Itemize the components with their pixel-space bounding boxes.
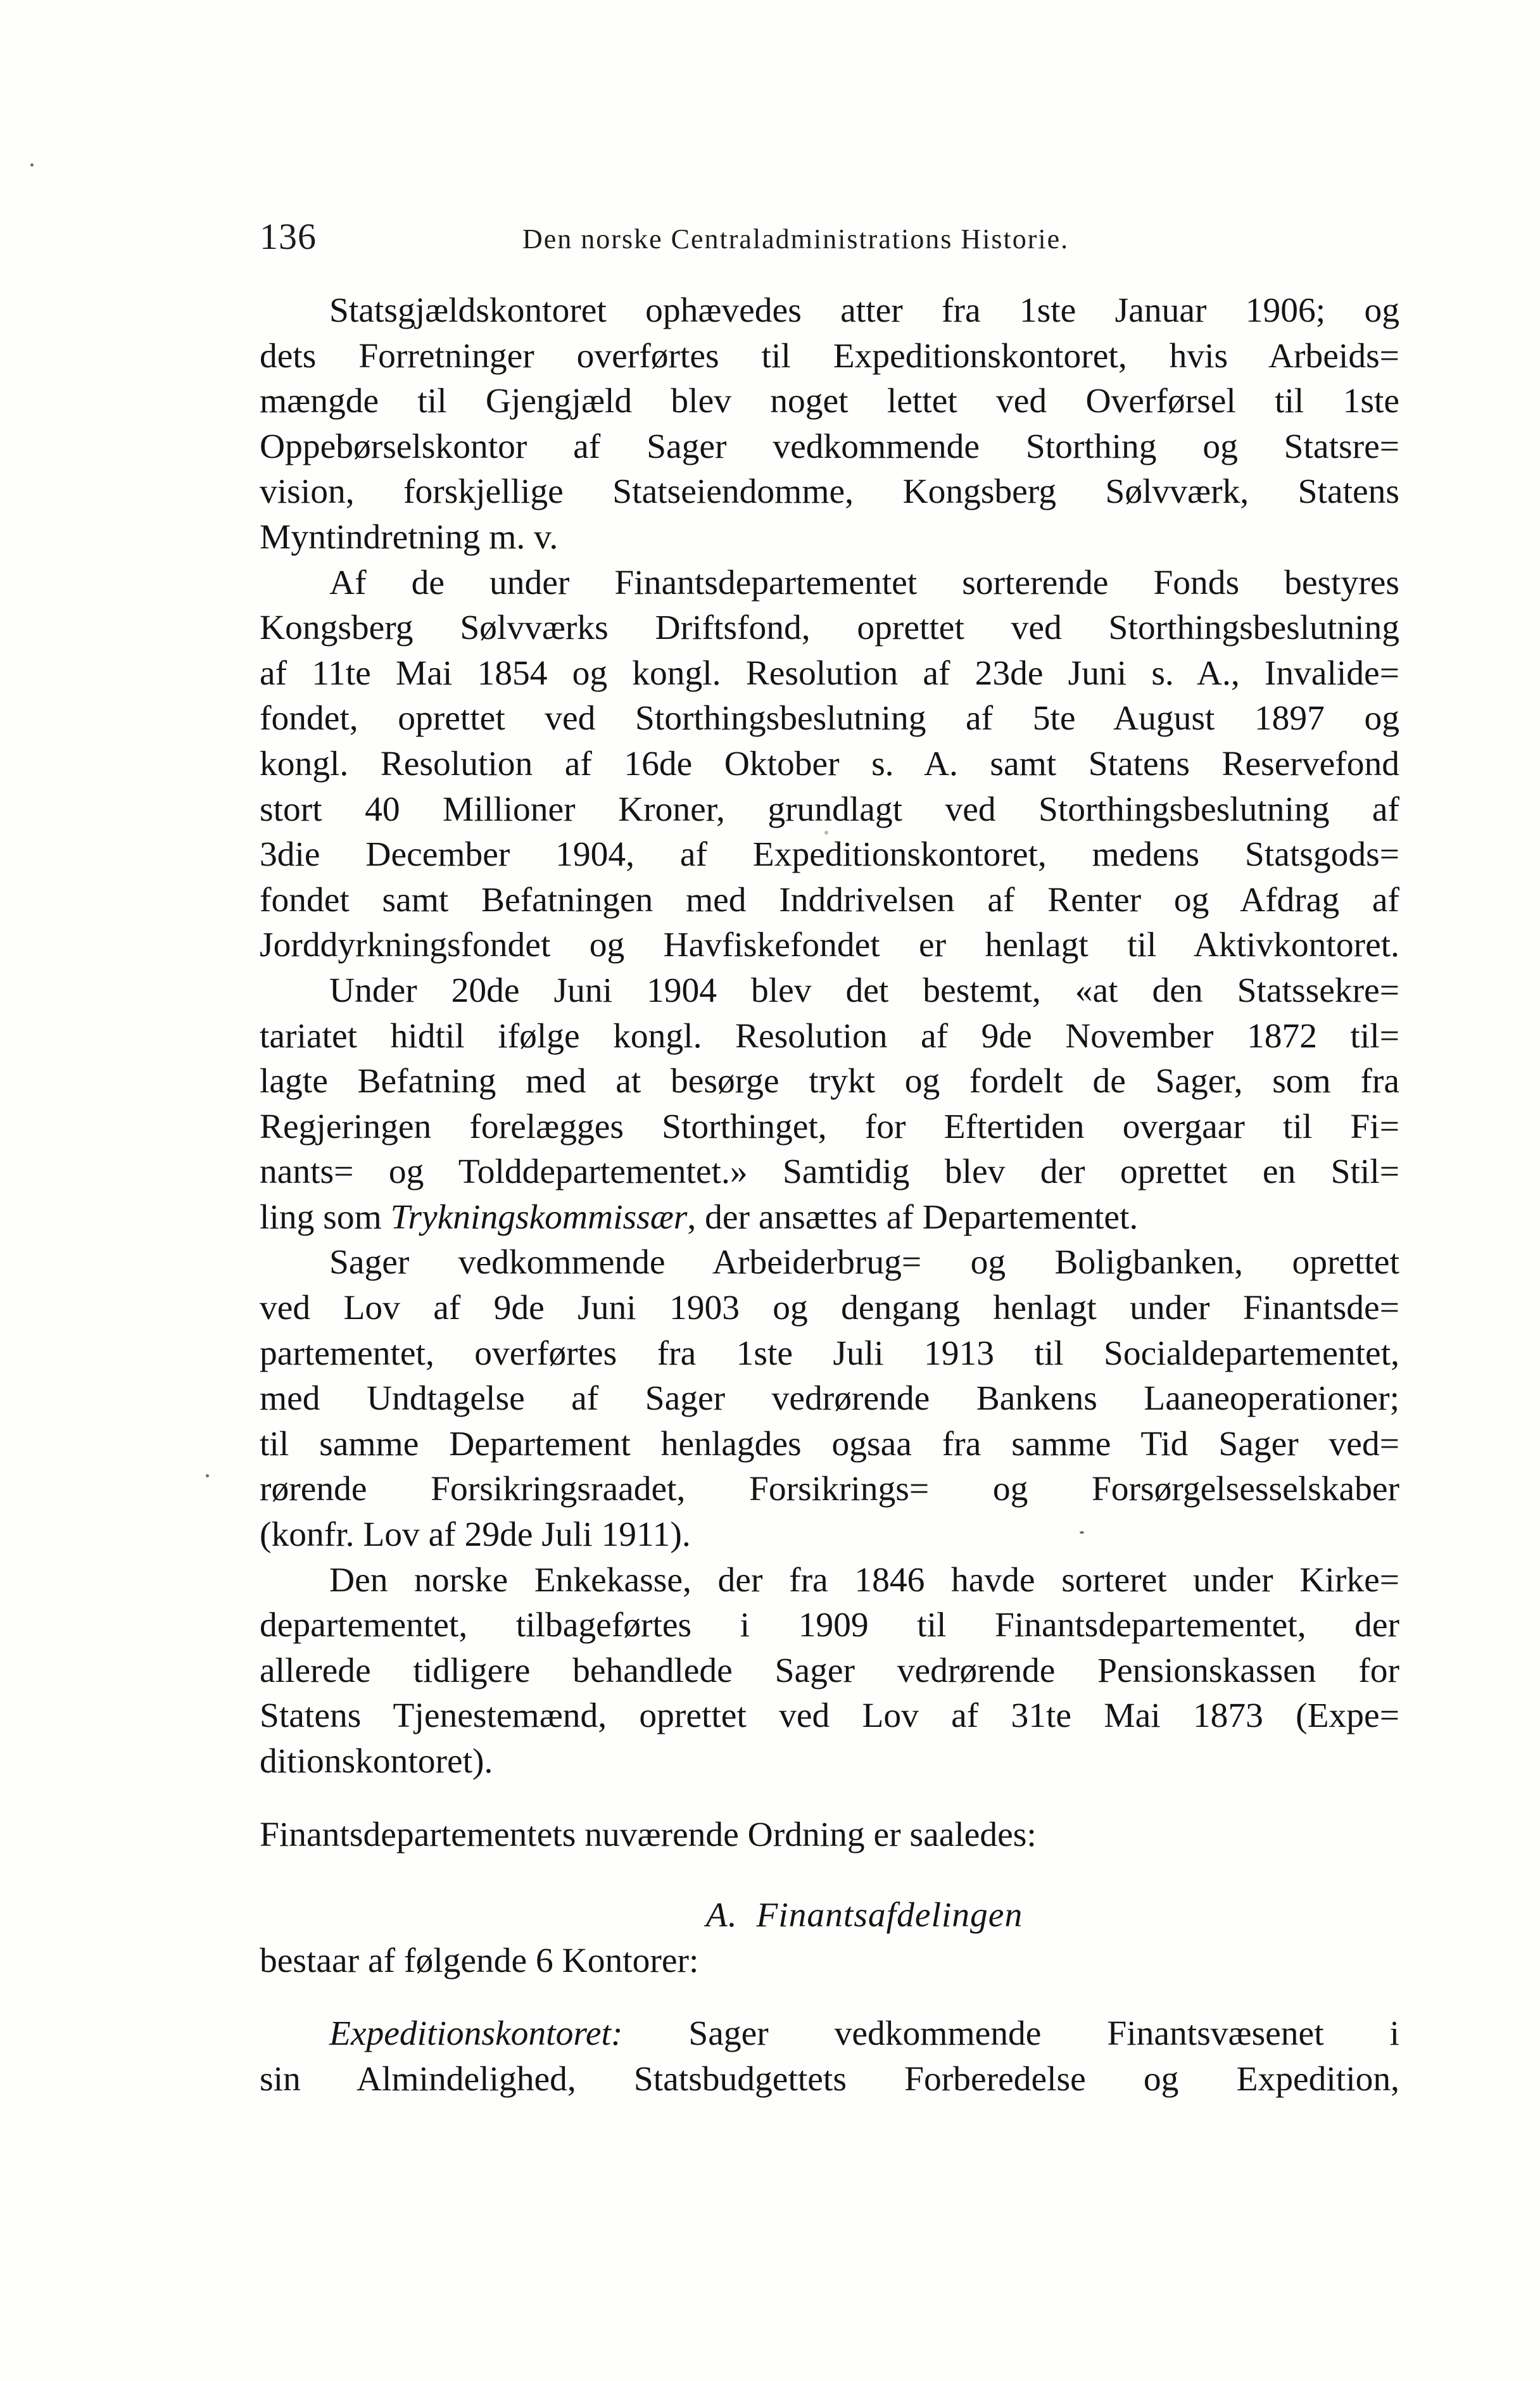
spacer (260, 1983, 1399, 2011)
scan-speck (206, 1474, 209, 1477)
text-segment: Sager vedkommende Finantsvæsenet i (622, 2014, 1399, 2054)
intro-line: Finantsdepartementets nuværende Ordning er saaledes: (260, 1815, 1037, 1854)
text-line: (konfr. Lov af 29de Juli 1911). (260, 1515, 691, 1555)
italic-term: Trykningskommissær (390, 1197, 688, 1237)
text-line: til samme Departement henlagdes ogsaa fra samme Tid Sager ved= (260, 1424, 1399, 1463)
paragraph-4 (260, 1240, 1399, 1557)
body-text (260, 288, 1399, 2102)
text-line: tariatet hidtil ifølge kongl. Resolution af 9de November 1872 til= (260, 1016, 1399, 1056)
scan-speck (1080, 1531, 1084, 1534)
text-line: 3die December 1904, af Expeditionskontoret, medens Statsgods= (260, 835, 1399, 875)
text-line (260, 1195, 1399, 1241)
text-line: departementet, tilbageførtes i 1909 til Finantsdepartementet, der (260, 1606, 1399, 1645)
text-line: fondet samt Befatningen med Inddrivelsen af Renter og Afdrag af (260, 880, 1399, 919)
text-line: med Undtagelse af Sager vedrørende Bankens Laaneoperationer; (260, 1379, 1399, 1418)
paragraph-expeditionskontoret (260, 2011, 1399, 2102)
section-lead: bestaar af følgende 6 Kontorer: (260, 1941, 699, 1980)
section-title: Finantsafdelingen (756, 1896, 1023, 1935)
spacer (260, 1857, 1399, 1893)
text-line: Jorddyrkningsfondet og Havfiskefondet er henlagt til Aktivkontoret. (260, 926, 1399, 965)
text-line: vision, forskjellige Statseiendomme, Kongsberg Sølvværk, Statens (260, 472, 1399, 512)
text-segment: , der ansættes af Departementet. (687, 1197, 1139, 1237)
text-line: nants= og Tolddepartementet.» Samtidig blev der oprettet en Stil= (260, 1153, 1399, 1192)
text-line: ditionskontoret). (260, 1742, 493, 1781)
paragraph-2 (260, 560, 1399, 968)
text-line: Under 20de Juni 1904 blev det bestemt, «at den Statssekre= (329, 971, 1399, 1010)
paragraph-5 (260, 1558, 1399, 1784)
text-line: af 11te Mai 1854 og kongl. Resolution af 23de Juni s. A., Invalide= (260, 654, 1399, 693)
text-line: lagte Befatning med at besørge trykt og fordelt de Sager, som fra (260, 1062, 1399, 1101)
text-segment: ling som (260, 1197, 391, 1237)
text-line: stort 40 Millioner Kroner, grundlagt ved Storthingsbeslutning af (260, 790, 1399, 829)
text-line: kongl. Resolution af 16de Oktober s. A. samt Statens Reservefond (260, 744, 1399, 783)
scan-speck (824, 831, 828, 835)
text-line: sin Almindelighed, Statsbudgettets Forberedelse og Expedition, (260, 2059, 1399, 2099)
text-line: Den norske Enkekasse, der fra 1846 havde sorteret under Kirke= (329, 1560, 1399, 1600)
text-line: rørende Forsikringsraadet, Forsikrings= og Forsørgelsesselskaber (260, 1470, 1399, 1509)
text-line: partementet, overførtes fra 1ste Juli 1913 til Socialdepartementet, (260, 1334, 1399, 1373)
running-title: Den norske Centraladministrations Historie. (522, 224, 1070, 255)
page-header (260, 215, 1399, 266)
text-line: ved Lov af 9de Juni 1903 og dengang henlagt under Finantsde= (260, 1289, 1399, 1328)
page-number: 136 (260, 216, 317, 257)
text-line: dets Forretninger overførtes til Expeditionskontoret, hvis Arbeids= (260, 336, 1399, 376)
text-line (260, 2011, 1399, 2057)
text-line: Kongsberg Sølvværks Driftsfond, oprettet ved Storthingsbeslutning (260, 609, 1399, 648)
text-line: Myntindretning m. v. (260, 517, 559, 557)
text-line: Oppebørselskontor af Sager vedkommende Storthing og Statsre= (260, 427, 1399, 466)
office-name: Expeditionskontoret: (329, 2014, 623, 2054)
text-line: fondet, oprettet ved Storthingsbeslutning af 5te August 1897 og (260, 699, 1399, 738)
spacer (260, 1784, 1399, 1812)
scan-speck (30, 163, 34, 167)
paragraph-1 (260, 288, 1399, 560)
text-line: Sager vedkommende Arbeiderbrug= og Boligbanken, oprettet (329, 1243, 1399, 1282)
section-heading (260, 1893, 1399, 1938)
section-letter: A. (705, 1896, 738, 1935)
text-line: Af de under Finantsdepartementet sorterende Fonds bestyres (329, 563, 1399, 602)
text-line: Statens Tjenestemænd, oprettet ved Lov af 31te Mai 1873 (Expe= (260, 1696, 1399, 1736)
text-line: mængde til Gjengjæld blev noget lettet ved Overførsel til 1ste (260, 382, 1399, 421)
paragraph-3 (260, 968, 1399, 1241)
text-line: Statsgjældskontoret ophævedes atter fra 1ste Januar 1906; og (329, 291, 1399, 330)
text-line: Regjeringen forelægges Storthinget, for Eftertiden overgaar til Fi= (260, 1107, 1399, 1146)
text-line: allerede tidligere behandlede Sager vedrørende Pensionskassen for (260, 1651, 1399, 1690)
